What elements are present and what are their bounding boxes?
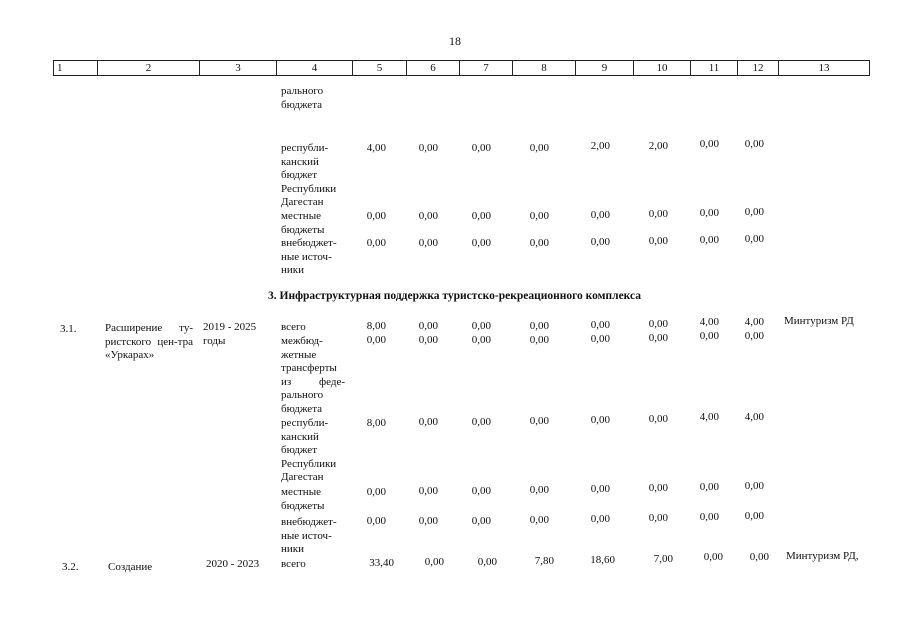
value-cell: 0,00 <box>590 319 610 331</box>
column-number: 2 <box>98 61 200 76</box>
value-cell: 0,00 <box>744 480 764 492</box>
value-cell: 0,00 <box>529 514 549 526</box>
value-cell: 0,00 <box>703 551 723 563</box>
item-executor: Минтуризм РД, <box>786 550 859 562</box>
column-number: 11 <box>691 61 738 76</box>
funding-source-label: всего <box>281 558 306 570</box>
funding-source-label: республи-канский бюджет Республики Дагестан <box>281 417 337 483</box>
value-cell: 0,00 <box>471 142 491 154</box>
value-cell: 0,00 <box>749 551 769 563</box>
value-cell: 0,00 <box>471 485 491 497</box>
funding-source-label: внебюджет-ные источ-ники <box>281 516 337 555</box>
item-period: 2020 - 2023 <box>206 558 260 570</box>
value-cell: 0,00 <box>648 482 668 494</box>
value-cell: 0,00 <box>471 210 491 222</box>
column-number-header <box>53 60 870 76</box>
value-cell: 0,00 <box>590 513 610 525</box>
column-number: 3 <box>200 61 277 76</box>
page-number: 18 <box>449 34 461 48</box>
value-cell: 0,00 <box>418 320 438 332</box>
funding-source-label: межбюд-жетные трансферты из феде-рального бюджета <box>281 335 345 415</box>
column-number: 7 <box>460 61 513 76</box>
value-cell: 2,00 <box>590 140 610 152</box>
column-number: 13 <box>779 61 870 76</box>
value-cell: 0,00 <box>366 237 386 249</box>
value-cell: 0,00 <box>590 333 610 345</box>
value-cell: 0,00 <box>744 206 764 218</box>
value-cell: 0,00 <box>529 210 549 222</box>
value-cell: 0,00 <box>529 415 549 427</box>
value-cell: 0,00 <box>648 235 668 247</box>
value-cell: 0,00 <box>418 416 438 428</box>
value-cell: 4,00 <box>699 411 719 423</box>
value-cell: 4,00 <box>744 411 764 423</box>
value-cell: 0,00 <box>590 414 610 426</box>
value-cell: 0,00 <box>366 210 386 222</box>
value-cell: 0,00 <box>529 237 549 249</box>
value-cell: 0,00 <box>471 515 491 527</box>
value-cell: 0,00 <box>590 209 610 221</box>
value-cell: 0,00 <box>744 233 764 245</box>
value-cell: 0,00 <box>471 237 491 249</box>
value-cell: 0,00 <box>471 334 491 346</box>
section-title: 3. Инфраструктурная поддержка туристско-рекреационного комплекса <box>268 290 642 302</box>
value-cell: 0,00 <box>699 207 719 219</box>
value-cell: 7,00 <box>653 553 673 565</box>
value-cell: 0,00 <box>590 483 610 495</box>
value-cell: 0,00 <box>529 484 549 496</box>
value-cell: 0,00 <box>418 485 438 497</box>
item-executor: Минтуризм РД <box>784 315 854 327</box>
value-cell: 0,00 <box>477 556 497 568</box>
column-number: 12 <box>738 61 779 76</box>
value-cell: 0,00 <box>471 416 491 428</box>
column-number: 10 <box>634 61 691 76</box>
item-number: 3.2. <box>62 561 79 573</box>
column-number: 5 <box>353 61 407 76</box>
value-cell: 33,40 <box>369 557 394 569</box>
item-name: Создание <box>108 561 153 573</box>
item-name: Расширение ту-ристского цен-тра «Уркарах» <box>105 322 193 361</box>
value-cell: 0,00 <box>648 413 668 425</box>
column-number: 4 <box>277 61 353 76</box>
item-number: 3.1. <box>60 323 77 335</box>
value-cell: 0,00 <box>744 330 764 342</box>
value-cell: 0,00 <box>648 332 668 344</box>
value-cell: 0,00 <box>699 511 719 523</box>
value-cell: 0,00 <box>471 320 491 332</box>
value-cell: 0,00 <box>366 515 386 527</box>
value-cell: 0,00 <box>424 556 444 568</box>
funding-source-label: всего <box>281 321 306 333</box>
value-cell: 0,00 <box>366 334 386 346</box>
funding-source-label: внебюджет-ные источ-ники <box>281 237 337 276</box>
value-cell: 0,00 <box>590 236 610 248</box>
funding-source-continuation: рального бюджета <box>281 85 324 111</box>
value-cell: 0,00 <box>744 138 764 150</box>
value-cell: 0,00 <box>418 142 438 154</box>
funding-source-label: местные бюджеты <box>281 486 325 512</box>
value-cell: 0,00 <box>418 210 438 222</box>
value-cell: 18,60 <box>590 554 615 566</box>
value-cell: 0,00 <box>744 510 764 522</box>
value-cell: 0,00 <box>699 481 719 493</box>
value-cell: 0,00 <box>529 142 549 154</box>
value-cell: 0,00 <box>699 330 719 342</box>
value-cell: 7,80 <box>534 555 554 567</box>
value-cell: 0,00 <box>418 515 438 527</box>
column-number: 8 <box>513 61 576 76</box>
value-cell: 0,00 <box>418 334 438 346</box>
column-number: 6 <box>407 61 460 76</box>
value-cell: 0,00 <box>648 512 668 524</box>
funding-source-label: местные бюджеты <box>281 210 325 236</box>
value-cell: 4,00 <box>744 316 764 328</box>
item-period: 2019 - 2025 годы <box>203 321 257 347</box>
value-cell: 0,00 <box>699 138 719 150</box>
value-cell: 4,00 <box>699 316 719 328</box>
value-cell: 0,00 <box>648 318 668 330</box>
column-number: 1 <box>54 61 98 76</box>
value-cell: 8,00 <box>366 320 386 332</box>
value-cell: 0,00 <box>699 234 719 246</box>
column-number: 9 <box>576 61 634 76</box>
value-cell: 0,00 <box>648 208 668 220</box>
value-cell: 0,00 <box>529 334 549 346</box>
value-cell: 4,00 <box>366 142 386 154</box>
funding-source-label: республи-канский бюджет Республики Дагестан <box>281 142 337 208</box>
value-cell: 8,00 <box>366 417 386 429</box>
value-cell: 2,00 <box>648 140 668 152</box>
value-cell: 0,00 <box>418 237 438 249</box>
value-cell: 0,00 <box>529 320 549 332</box>
value-cell: 0,00 <box>366 486 386 498</box>
